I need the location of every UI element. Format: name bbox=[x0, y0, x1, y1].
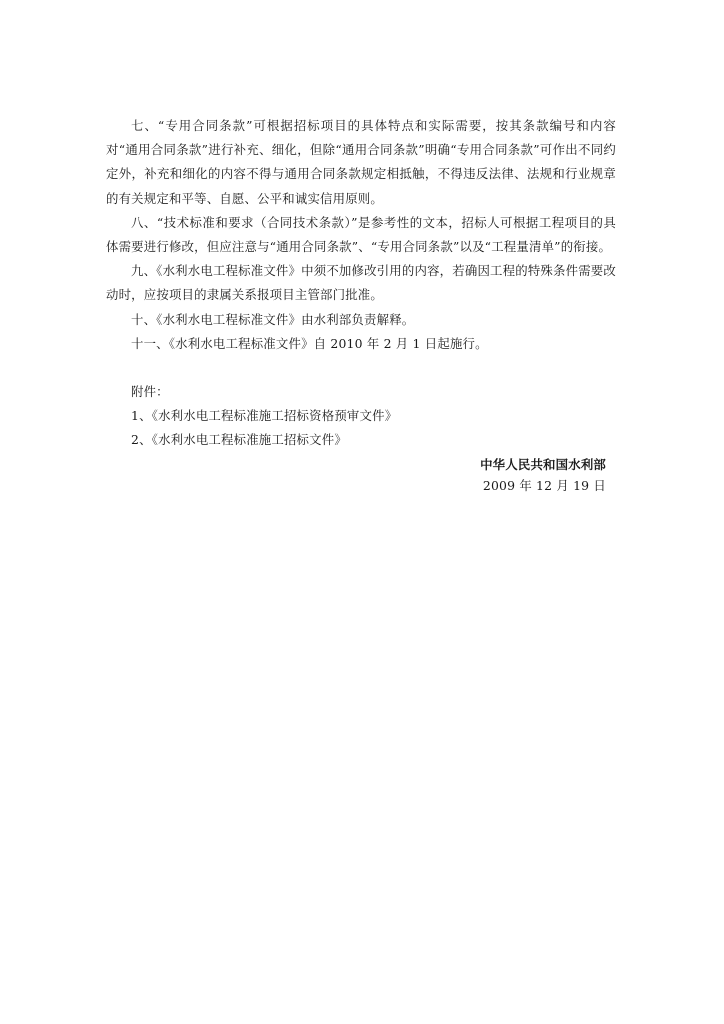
attachment-item: 1、《水利水电工程标准施工招标资格预审文件》 bbox=[131, 408, 398, 424]
signature-block bbox=[106, 453, 616, 495]
paragraph-clause-9: 九、《水利水电工程标准文件》中须不加修改引用的内容，若确因工程的特殊条件需要改动时，应按项目的隶属关系报项目主管部门批准。 bbox=[106, 263, 616, 303]
paragraph-clause-10: 十、《水利水电工程标准文件》由水利部负责解释。 bbox=[131, 311, 415, 327]
paragraph-clause-7: 七、“专用合同条款”可根据招标项目的具体特点和实际需要，按其条款编号和内容对“通用合同条款”进行补充、细化，但除“通用合同条款”明确“专用合同条款”可作出不同约定外，补充和细化的内容不得与通用合同条款规定相抵触，不得违反法律、法规和行业规章的有关规定和平等、自愿、公平和诚实信用原则。 bbox=[106, 118, 616, 206]
attachment-item: 2、《水利水电工程标准施工招标文件》 bbox=[131, 432, 347, 448]
issuer-name: 中华人民共和国水利部 bbox=[480, 456, 606, 472]
section-spacer bbox=[106, 356, 616, 380]
attachments-label: 附件： bbox=[131, 384, 169, 400]
paragraph-clause-8: 八、“技术标准和要求（合同技术条款）”是参考性的文本，招标人可根据工程项目的具体需要进行修改，但应注意与“通用合同条款”、“专用合同条款”以及“工程量清单”的衔接。 bbox=[106, 214, 616, 255]
issue-date: 2009 年 12 月 19 日 bbox=[482, 477, 606, 493]
paragraph-clause-11: 十一、《水利水电工程标准文件》自 2010 年 2 月 1 日起施行。 bbox=[131, 335, 488, 351]
attachments-section bbox=[106, 380, 616, 453]
document-body bbox=[106, 114, 616, 495]
